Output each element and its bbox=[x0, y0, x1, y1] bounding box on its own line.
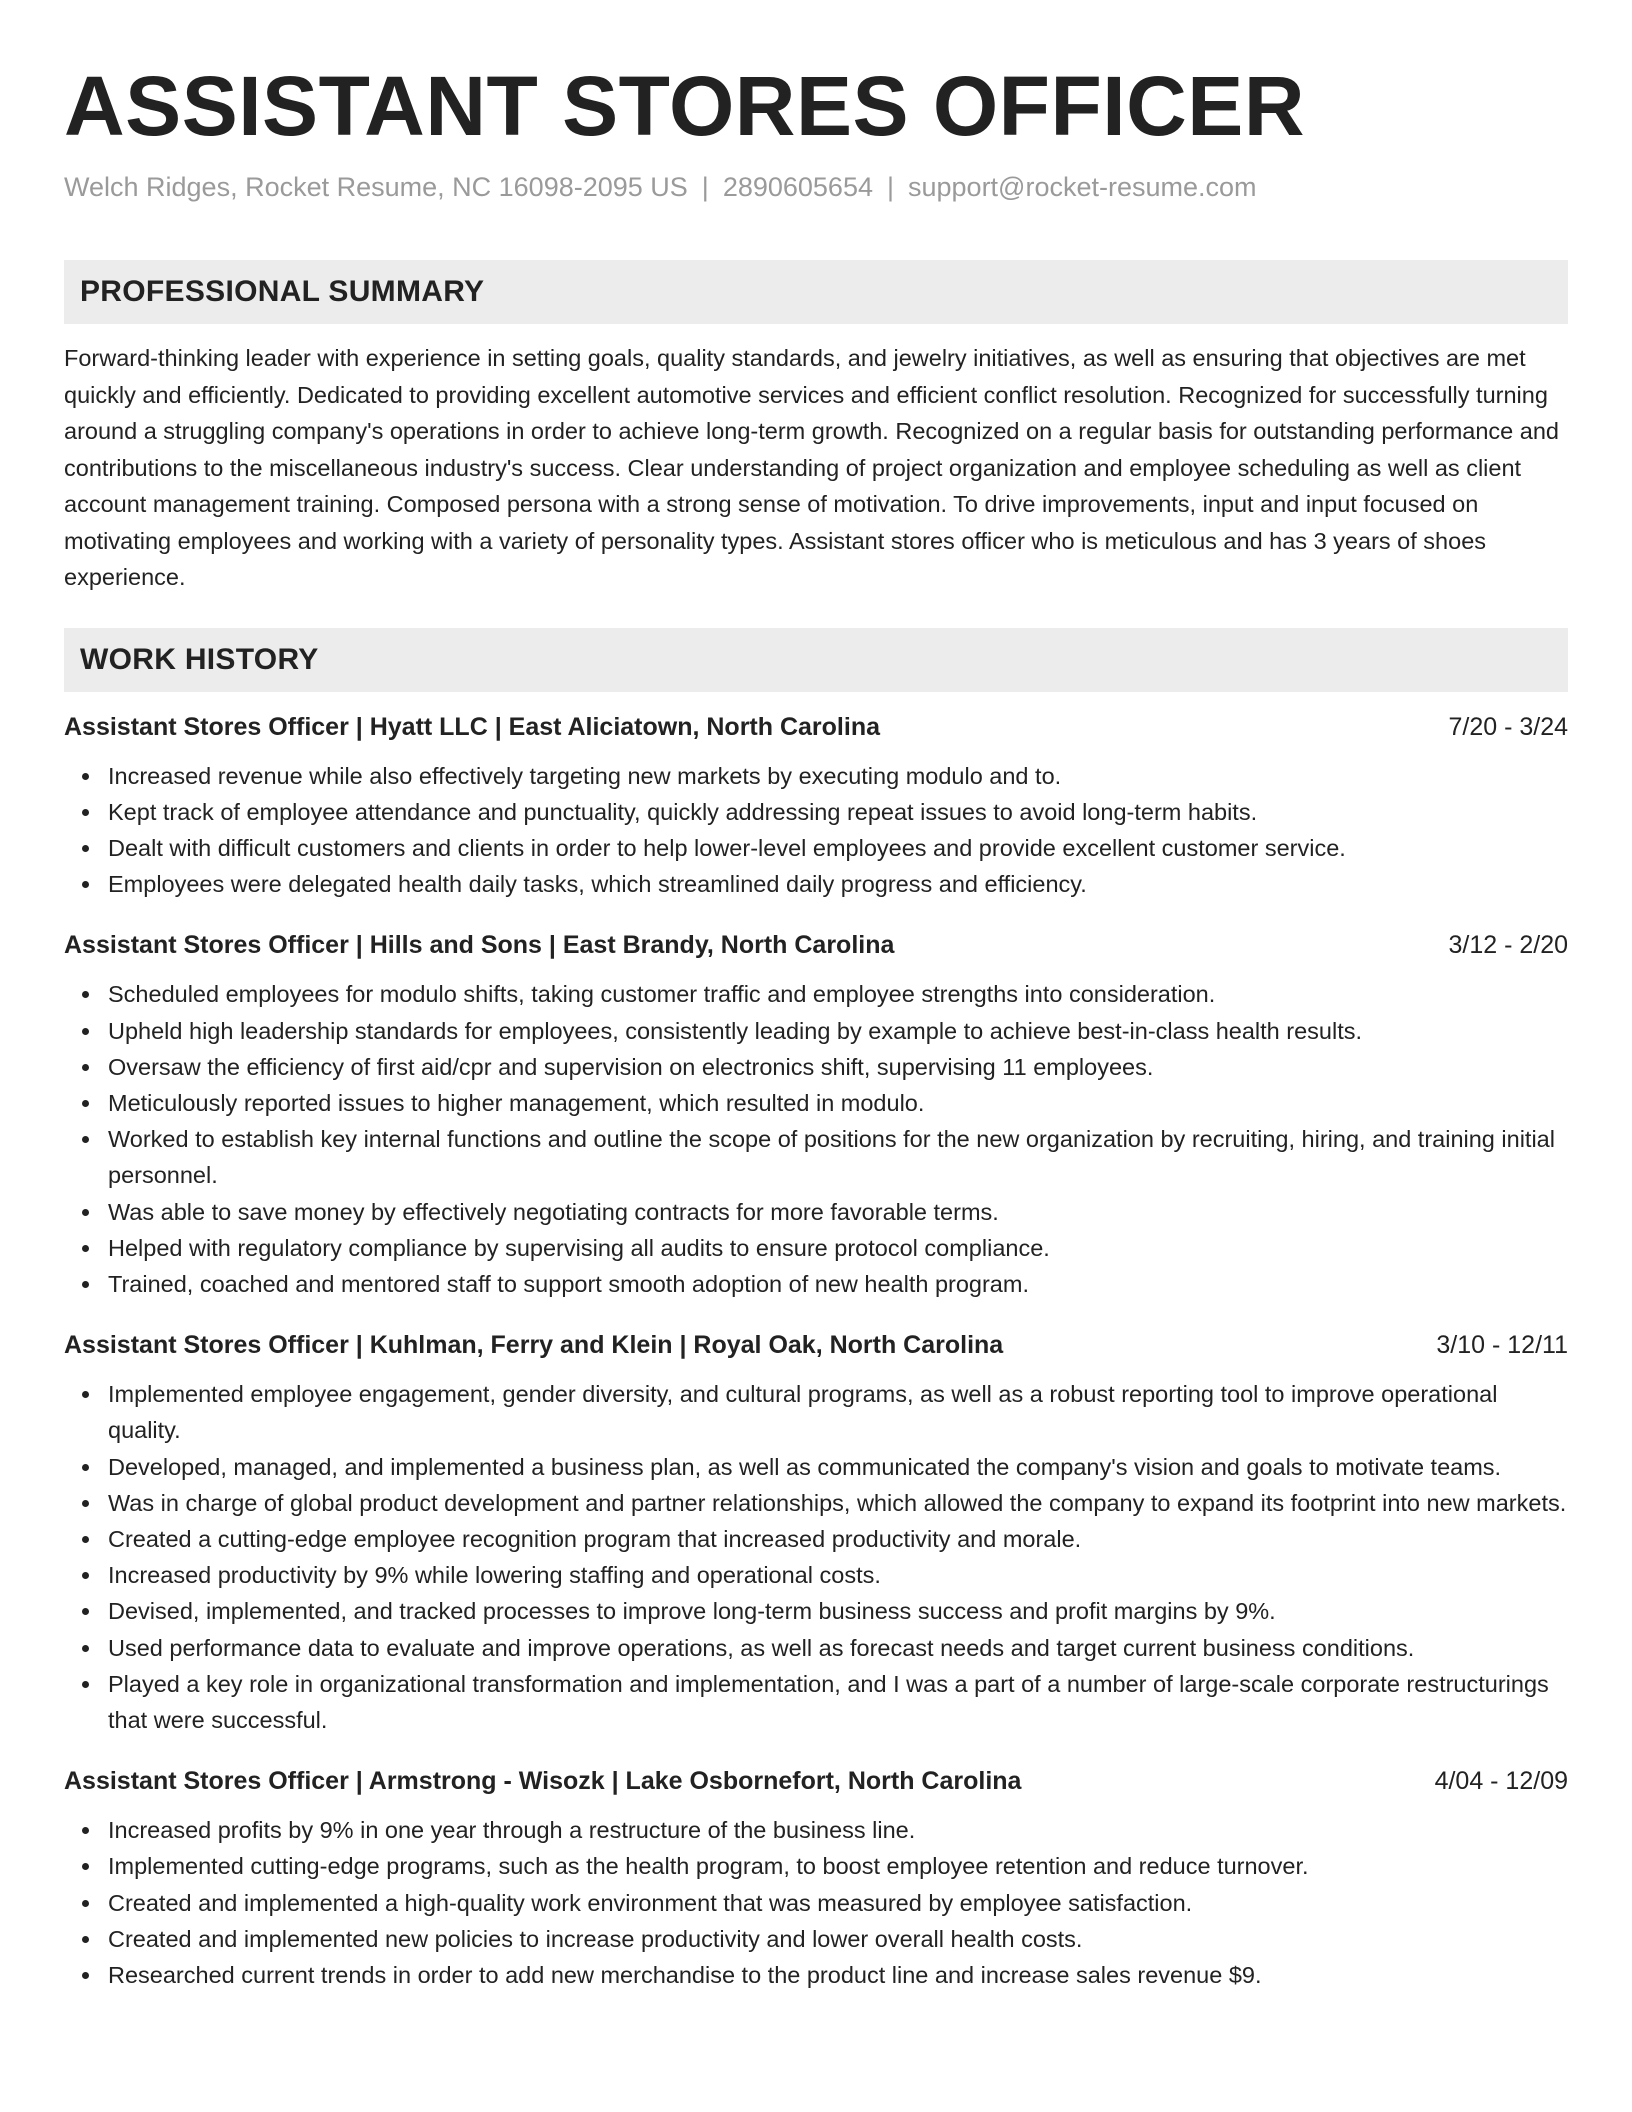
job-bullet: Helped with regulatory compliance by supervising all audits to ensure protocol compliance. bbox=[108, 1230, 1568, 1266]
job-bullet-list bbox=[64, 976, 1568, 1302]
summary-text: Forward-thinking leader with experience in setting goals, quality standards, and jewelry initiatives, as well as ensuring that objectives are met quickly and efficiently. Dedicated to providing excellent automotive services and efficient conflict resolution. Recognized for successfully turning around a struggling company's operations in order to achieve long-term growth. Recognized on a regular basis for outstanding performance and contributions to the miscellaneous industry's success. Clear understanding of project organization and employee scheduling as well as client account management training. Composed persona with a strong sense of motivation. To drive improvements, input and input focused on motivating employees and working with a variety of personality types. Assistant stores officer who is meticulous and has 3 years of shoes experience. bbox=[64, 345, 1559, 590]
job-bullet: Scheduled employees for modulo shifts, taking customer traffic and employee strengths into consideration. bbox=[108, 976, 1568, 1012]
contact-address: Welch Ridges, Rocket Resume, NC 16098-2095 US bbox=[64, 172, 688, 202]
job-bullet: Upheld high leadership standards for employees, consistently leading by example to achieve best-in-class health results. bbox=[108, 1013, 1568, 1049]
job-bullet: Was able to save money by effectively negotiating contracts for more favorable terms. bbox=[108, 1194, 1568, 1230]
job-bullet: Created and implemented a high-quality work environment that was measured by employee satisfaction. bbox=[108, 1885, 1568, 1921]
job-bullet-list bbox=[64, 758, 1568, 903]
contact-phone: 2890605654 bbox=[722, 172, 873, 202]
job-entry bbox=[64, 710, 1568, 903]
summary-heading: PROFESSIONAL SUMMARY bbox=[80, 275, 485, 308]
job-bullet: Implemented cutting-edge programs, such as the health program, to boost employee retention and reduce turnover. bbox=[108, 1848, 1568, 1884]
job-bullet: Increased profits by 9% in one year through a restructure of the business line. bbox=[108, 1812, 1568, 1848]
job-bullet: Developed, managed, and implemented a business plan, as well as communicated the company's vision and goals to motivate teams. bbox=[108, 1449, 1568, 1485]
job-bullet: Implemented employee engagement, gender diversity, and cultural programs, as well as a robust reporting tool to improve operational quality. bbox=[108, 1376, 1568, 1448]
job-bullet: Was in charge of global product development and partner relationships, which allowed the company to expand its footprint into new markets. bbox=[108, 1485, 1568, 1521]
resume-page bbox=[64, 58, 1568, 1993]
job-dates: 7/20 - 3/24 bbox=[1448, 712, 1568, 741]
job-bullet-list bbox=[64, 1376, 1568, 1738]
job-bullet: Worked to establish key internal functions and outline the scope of positions for the new organization by recruiting, hiring, and training initial personnel. bbox=[108, 1121, 1568, 1193]
job-bullet: Kept track of employee attendance and punctuality, quickly addressing repeat issues to avoid long-term habits. bbox=[108, 794, 1568, 830]
contact-separator: | bbox=[886, 172, 894, 202]
summary-section-header bbox=[64, 260, 1568, 324]
work-history-list bbox=[64, 710, 1568, 1994]
job-bullet: Employees were delegated health daily tasks, which streamlined daily progress and efficiency. bbox=[108, 866, 1568, 902]
job-bullet: Played a key role in organizational transformation and implementation, and I was a part of a number of large-scale corporate restructurings that were successful. bbox=[108, 1666, 1568, 1738]
contact-email: support@rocket-resume.com bbox=[908, 172, 1257, 202]
job-title: Assistant Stores Officer | Hyatt LLC | East Aliciatown, North Carolina bbox=[64, 712, 880, 741]
job-entry bbox=[64, 928, 1568, 1302]
work-history-section-header bbox=[64, 628, 1568, 692]
job-bullet: Used performance data to evaluate and improve operations, as well as forecast needs and target current business conditions. bbox=[108, 1630, 1568, 1666]
job-entry bbox=[64, 1764, 1568, 1993]
candidate-name: ASSISTANT STORES OFFICER bbox=[64, 59, 1305, 153]
job-bullet: Increased revenue while also effectively targeting new markets by executing modulo and to. bbox=[108, 758, 1568, 794]
contact-line bbox=[64, 170, 1568, 204]
job-entry bbox=[64, 1328, 1568, 1738]
job-title: Assistant Stores Officer | Armstrong - Wisozk | Lake Osbornefort, North Carolina bbox=[64, 1767, 1022, 1796]
job-header bbox=[64, 1764, 1568, 1798]
job-title: Assistant Stores Officer | Hills and Sons | East Brandy, North Carolina bbox=[64, 931, 895, 960]
job-bullet: Created and implemented new policies to increase productivity and lower overall health costs. bbox=[108, 1921, 1568, 1957]
contact-separator: | bbox=[701, 172, 709, 202]
job-bullet: Increased productivity by 9% while lowering staffing and operational costs. bbox=[108, 1557, 1568, 1593]
job-bullet: Trained, coached and mentored staff to support smooth adoption of new health program. bbox=[108, 1266, 1568, 1302]
job-bullet-list bbox=[64, 1812, 1568, 1993]
job-dates: 4/04 - 12/09 bbox=[1434, 1767, 1568, 1796]
job-bullet: Researched current trends in order to add new merchandise to the product line and increase sales revenue $9. bbox=[108, 1957, 1568, 1993]
job-dates: 3/12 - 2/20 bbox=[1448, 931, 1568, 960]
job-bullet: Created a cutting-edge employee recognition program that increased productivity and morale. bbox=[108, 1521, 1568, 1557]
job-bullet: Devised, implemented, and tracked processes to improve long-term business success and profit margins by 9%. bbox=[108, 1593, 1568, 1629]
job-title: Assistant Stores Officer | Kuhlman, Ferry and Klein | Royal Oak, North Carolina bbox=[64, 1331, 1004, 1360]
job-dates: 3/10 - 12/11 bbox=[1436, 1331, 1568, 1360]
job-header bbox=[64, 1328, 1568, 1362]
job-header bbox=[64, 928, 1568, 962]
job-bullet: Dealt with difficult customers and clients in order to help lower-level employees and provide excellent customer service. bbox=[108, 830, 1568, 866]
work-history-heading: WORK HISTORY bbox=[80, 642, 319, 676]
job-header bbox=[64, 710, 1568, 744]
job-bullet: Oversaw the efficiency of first aid/cpr and supervision on electronics shift, supervising 11 employees. bbox=[108, 1049, 1568, 1085]
job-bullet: Meticulously reported issues to higher management, which resulted in modulo. bbox=[108, 1085, 1568, 1121]
